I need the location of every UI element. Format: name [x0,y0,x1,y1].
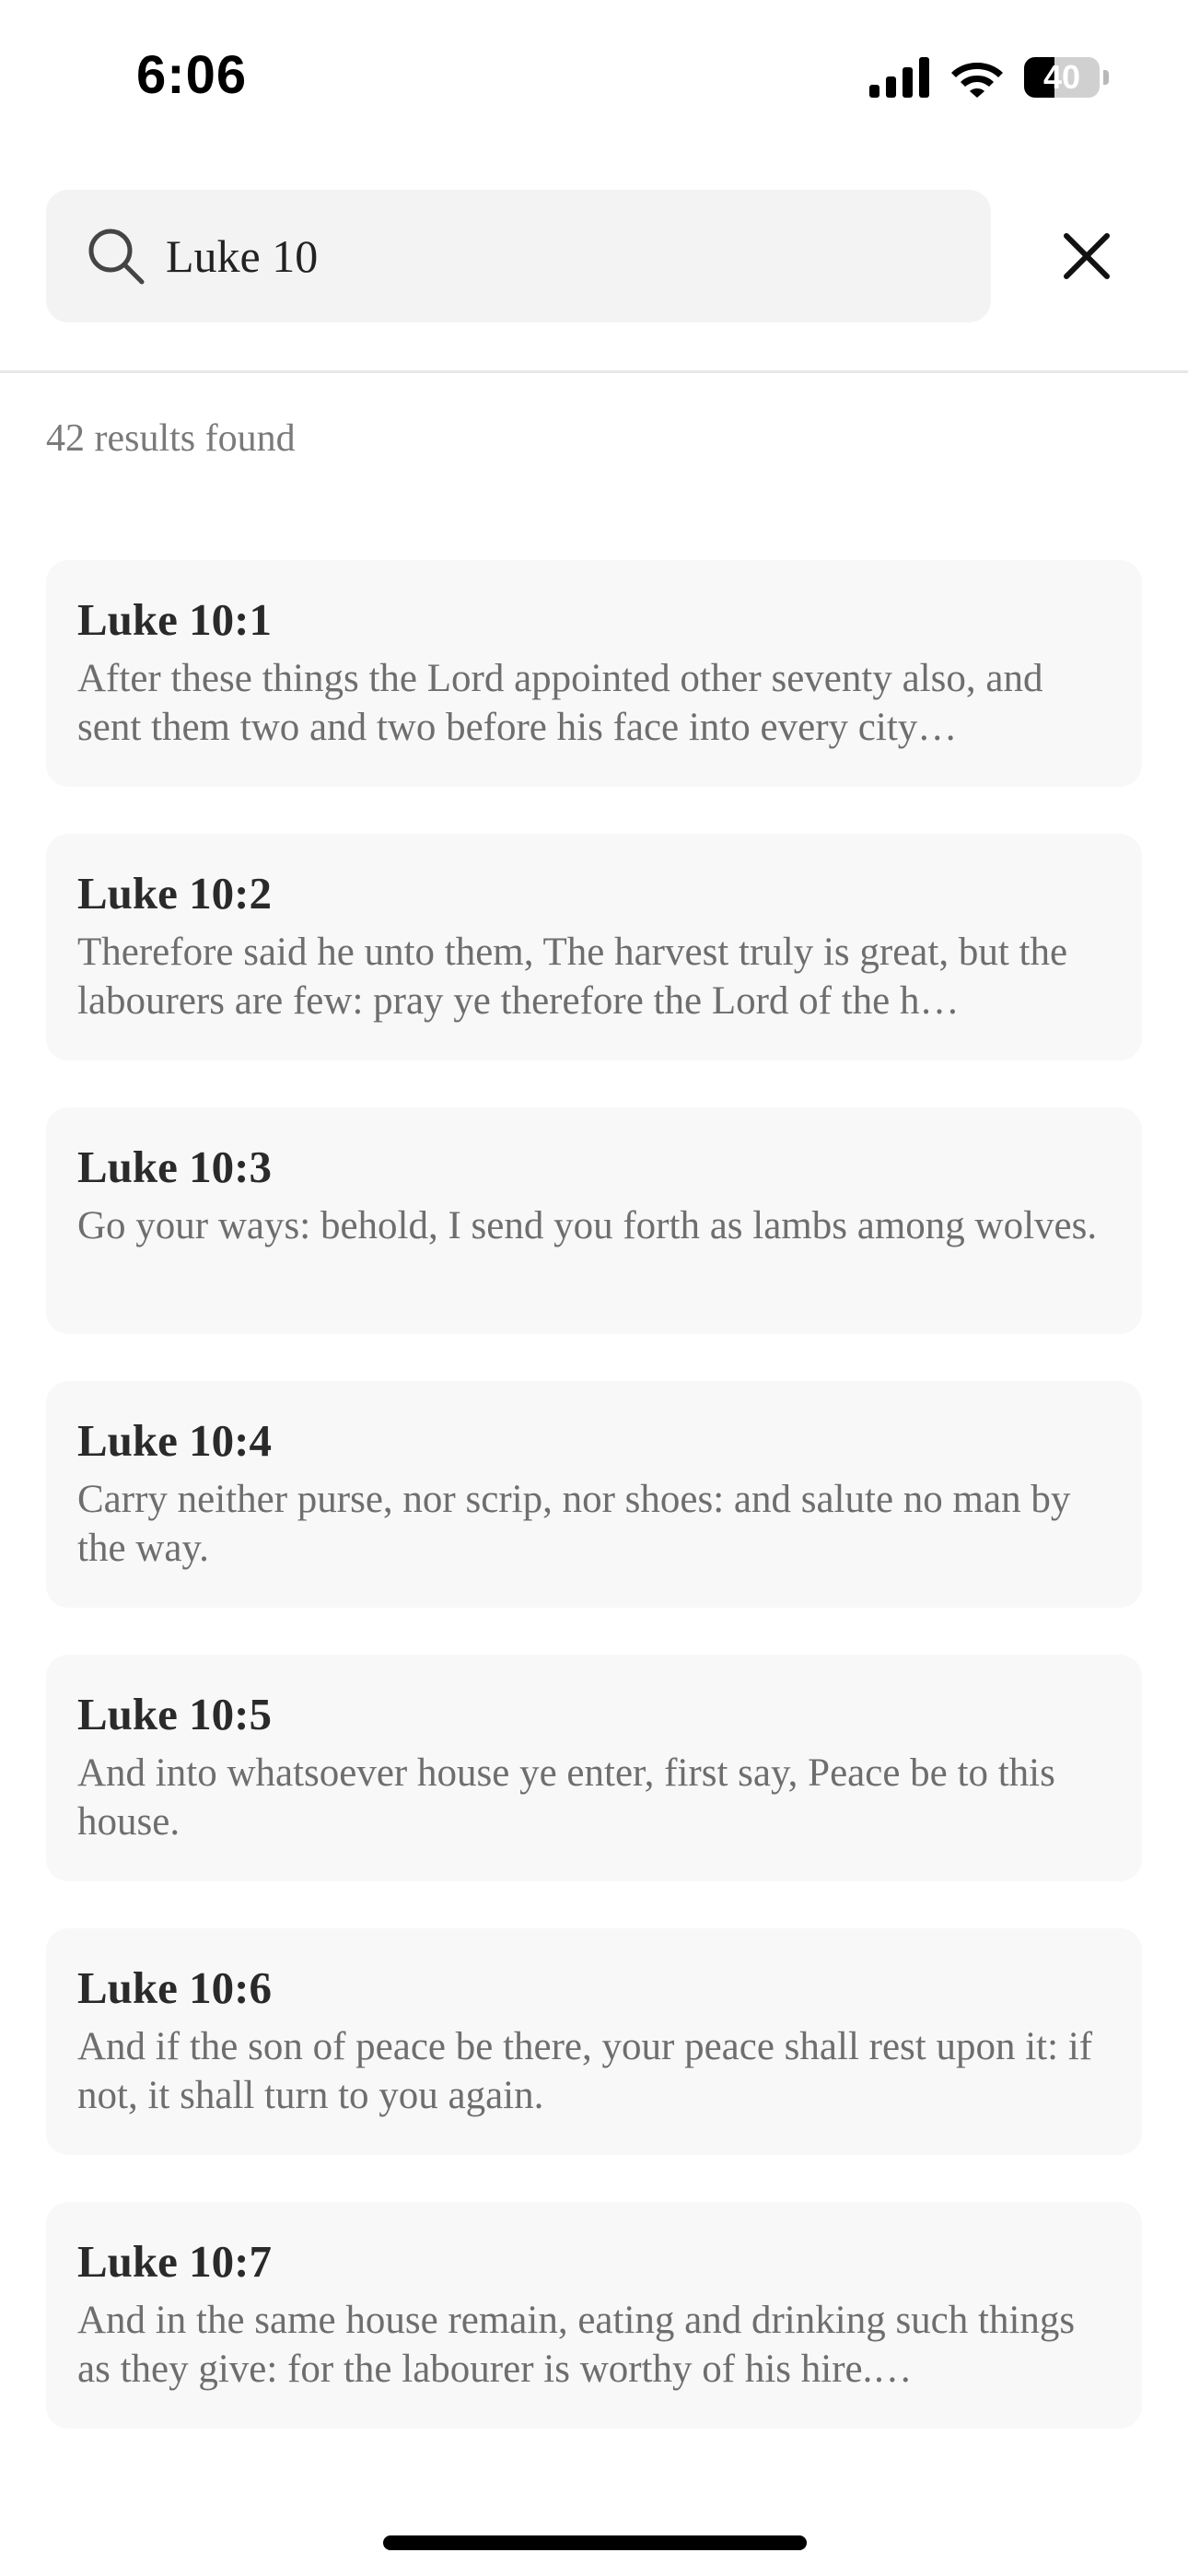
results-count: 42 results found [46,417,296,460]
result-card[interactable] [46,1107,1142,1334]
result-reference: Luke 10:1 [77,594,273,645]
result-card[interactable] [46,2202,1142,2429]
result-reference: Luke 10:7 [77,2236,273,2287]
close-button[interactable] [1041,210,1133,302]
results-list [46,560,1142,2476]
result-reference: Luke 10:3 [77,1142,273,1192]
result-reference: Luke 10:5 [77,1689,273,1739]
status-time: 6:06 [136,45,248,105]
result-card[interactable] [46,1928,1142,2155]
result-reference: Luke 10:2 [77,868,273,919]
result-text: Carry neither purse, nor scrip, nor shoes: and salute no man by the way. [77,1478,1071,1570]
status-bar [0,0,1188,157]
result-text: And if the son of peace be there, your peace shall rest upon it: if not, it shall turn to you again. [77,2025,1093,2117]
header-divider [0,370,1188,373]
result-card[interactable] [46,834,1142,1060]
battery-cap [1103,70,1109,85]
result-card[interactable] [46,1381,1142,1608]
home-indicator[interactable] [383,2535,807,2550]
wifi-icon [949,53,1006,98]
result-card[interactable] [46,1655,1142,1881]
search-icon [85,225,147,287]
search-input[interactable] [166,212,958,300]
result-reference: Luke 10:4 [77,1415,273,1466]
result-text: After these things the Lord appointed other seventy also, and sent them two and two before his face into every city… [77,657,1043,749]
result-reference: Luke 10:6 [77,1962,273,2013]
battery-icon [1024,57,1109,98]
battery-body [1024,57,1100,98]
signal-icon [869,57,930,98]
battery-level: 40 [1042,58,1081,96]
close-icon [1061,230,1112,282]
result-text: Go your ways: behold, I send you forth as lambs among wolves. [77,1204,1098,1247]
result-text: Therefore said he unto them, The harvest truly is great, but the labourers are few: pray ye therefore the Lord of the h… [77,931,1068,1023]
search-bar[interactable] [46,190,991,322]
result-text: And into whatsoever house ye enter, first say, Peace be to this house. [77,1751,1055,1844]
result-text: And in the same house remain, eating and drinking such things as they give: for the labourer is worthy of his hire.… [77,2299,1076,2391]
result-card[interactable] [46,560,1142,787]
